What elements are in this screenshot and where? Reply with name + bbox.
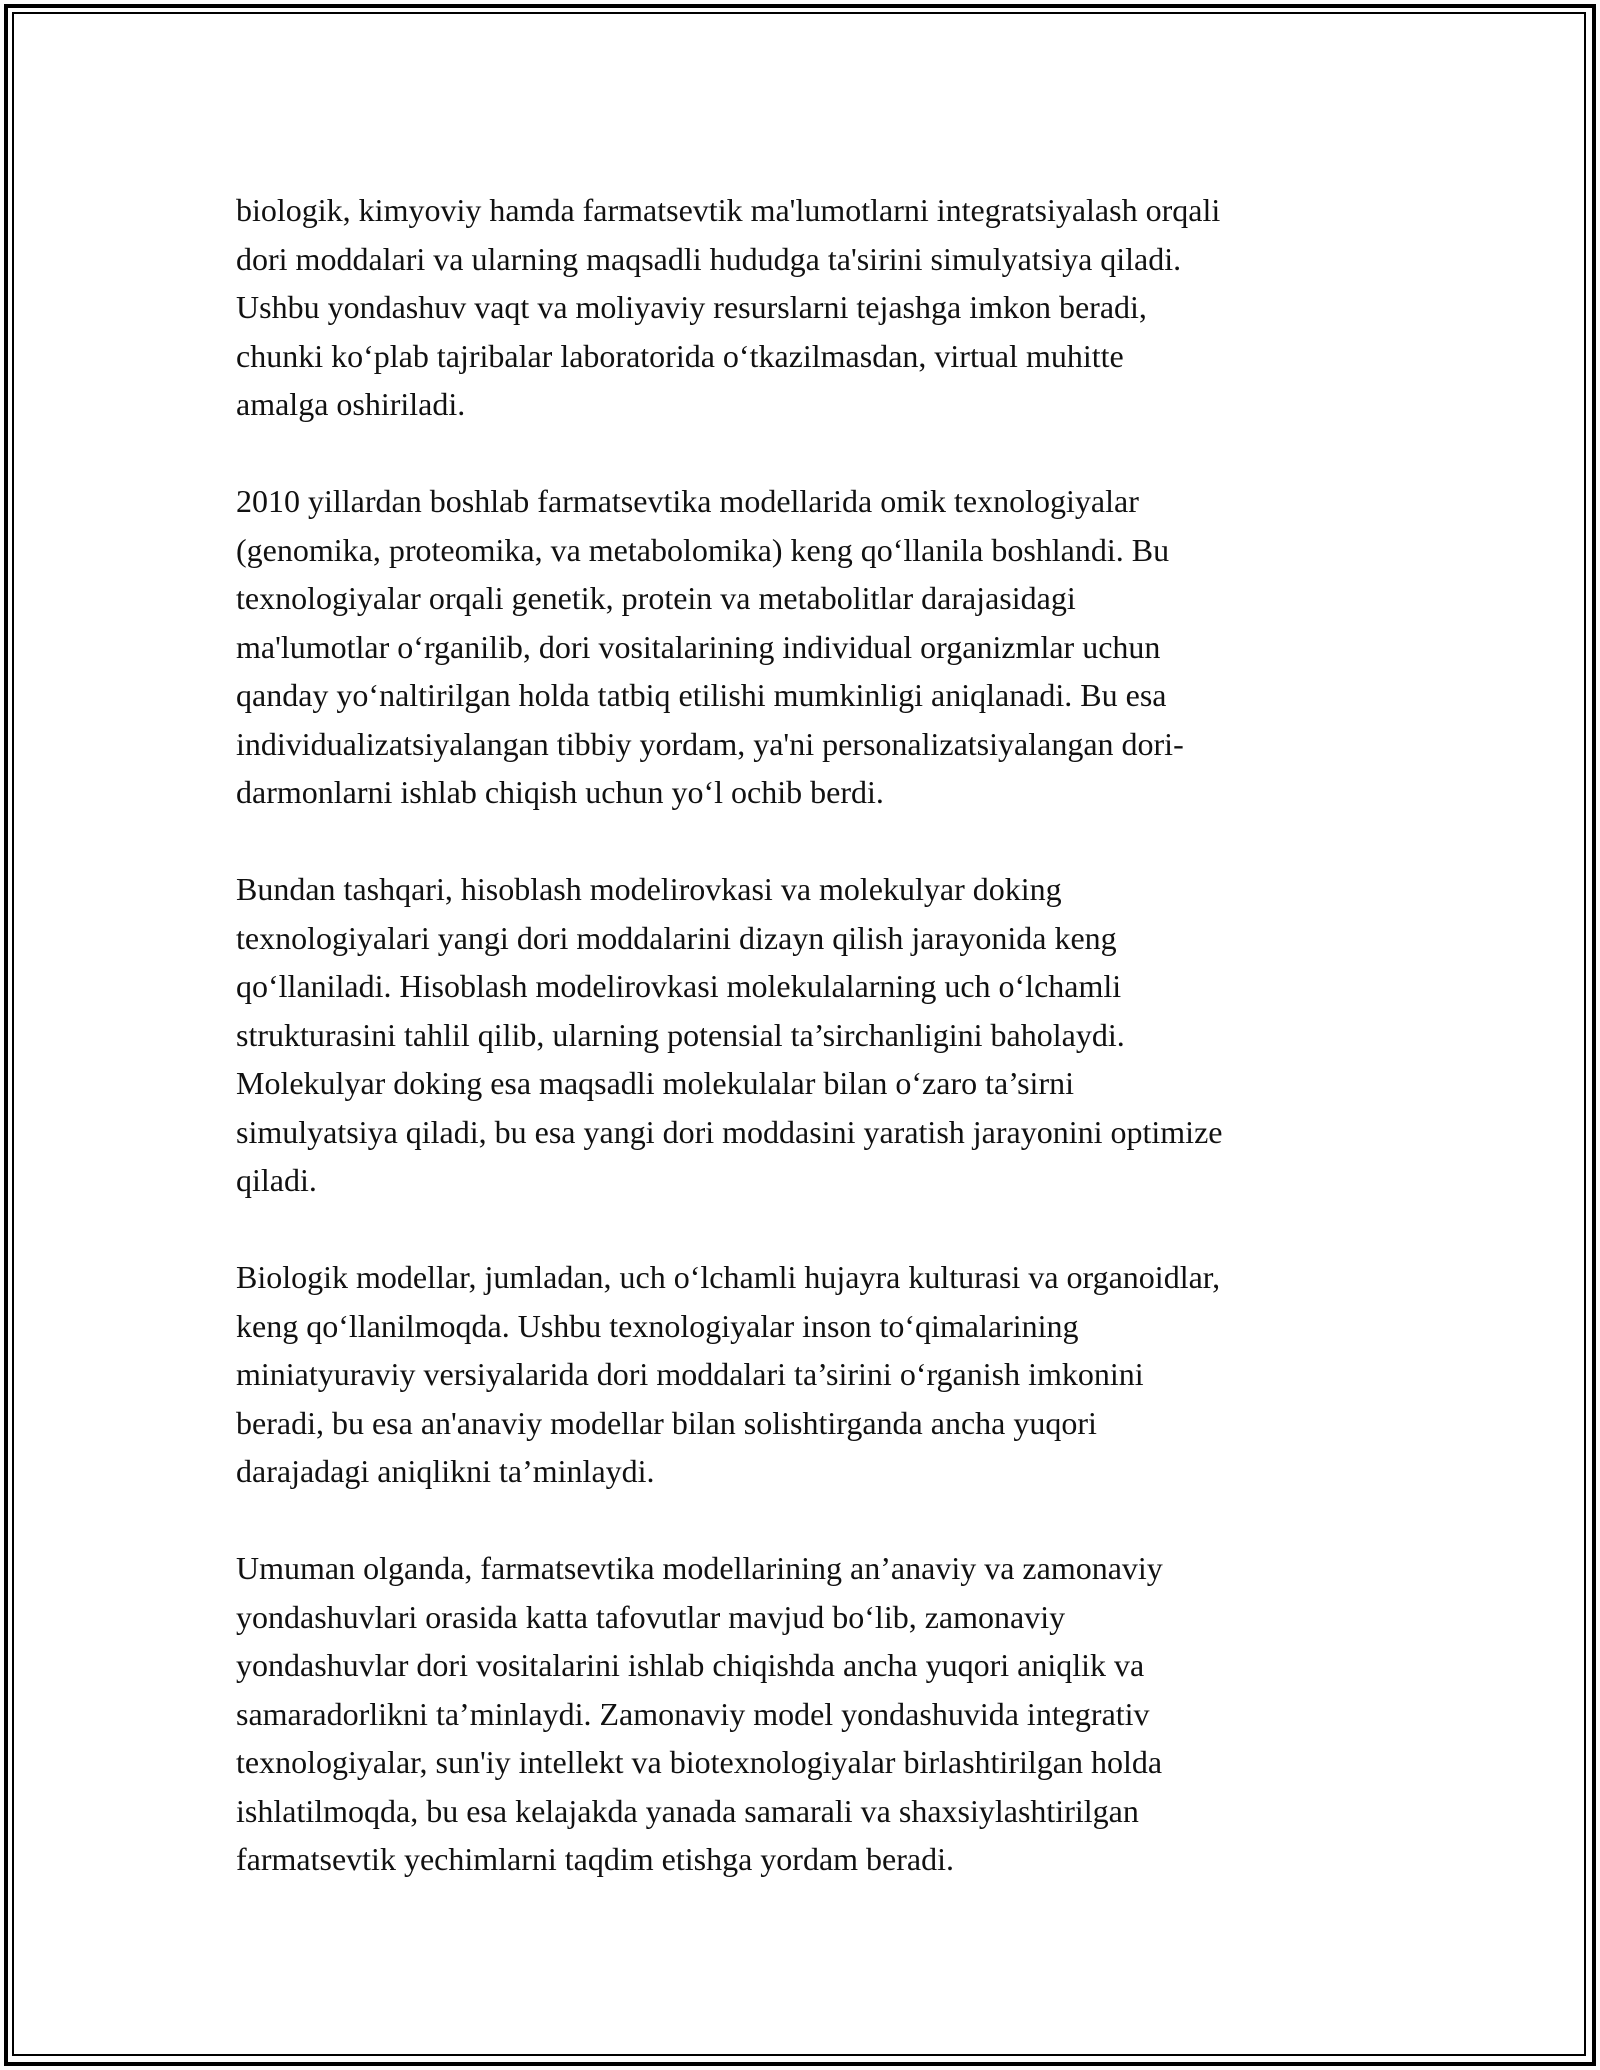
document-body <box>236 186 1376 1884</box>
paragraph-5: Umuman olganda, farmatsevtika modellarining an’anaviy va zamonaviy yondashuvlari orasida katta tafovutlar mavjud boʻlib, zamonaviy yondashuvlar dori vositalarini ishlab chiqishda ancha yuqori aniqlik va samaradorlikni ta’minlaydi. Zamonaviy model yondashuvida integrativ texnologiyalar, sun'iy intellekt va biotexnologiyalar birlashtirilgan holda ishlatilmoqda, bu esa kelajakda yanada samarali va shaxsiylashtirilgan farmatsevtik yechimlarni taqdim etishga yordam beradi. <box>236 1550 1163 1877</box>
paragraph-1: biologik, kimyoviy hamda farmatsevtik ma'lumotlarni integratsiyalash orqali dori moddalari va ularning maqsadli hududga ta'sirini simulyatsiya qiladi. Ushbu yondashuv vaqt va moliyaviy resurslarni tejashga imkon beradi, chunki koʻplab tajribalar laboratorida oʻtkazilmasdan, virtual muhitte amalga oshiriladi. <box>236 192 1221 422</box>
paragraph-2: 2010 yillardan boshlab farmatsevtika modellarida omik texnologiyalar (genomika, proteomika, va metabolomika) keng qoʻllanila boshlandi. Bu texnologiyalar orqali genetik, protein va metabolitlar darajasidagi ma'lumotlar oʻrganilib, dori vositalarining individual organizmlar uchun qanday yoʻnaltirilgan holda tatbiq etilishi mumkinligi aniqlanadi. Bu esa individualizatsiyalangan tibbiy yordam, ya'ni personalizatsiyalangan dori- darmonlarni ishlab chiqish uchun yoʻl ochib berdi. <box>236 483 1184 810</box>
paragraph-4: Biologik modellar, jumladan, uch oʻlchamli hujayra kulturasi va organoidlar, keng qoʻllanilmoqda. Ushbu texnologiyalar inson toʻqimalarining miniatyuraviy versiyalarida dori moddalari ta’sirini oʻrganish imkonini beradi, bu esa an'anaviy modellar bilan solishtirganda ancha yuqori darajadagi aniqlikni ta’minlaydi. <box>236 1259 1221 1489</box>
paragraph-3: Bundan tashqari, hisoblash modelirovkasi va molekulyar doking texnologiyalari yangi dori moddalarini dizayn qilish jarayonida keng qoʻllaniladi. Hisoblash modelirovkasi molekulalarning uch oʻlchamli strukturasini tahlil qilib, ularning potensial ta’sirchanligini baholaydi. Molekulyar doking esa maqsadli molekulalar bilan oʻzaro ta’sirni simulyatsiya qiladi, bu esa yangi dori moddasini yaratish jarayonini optimize qiladi. <box>236 871 1223 1198</box>
